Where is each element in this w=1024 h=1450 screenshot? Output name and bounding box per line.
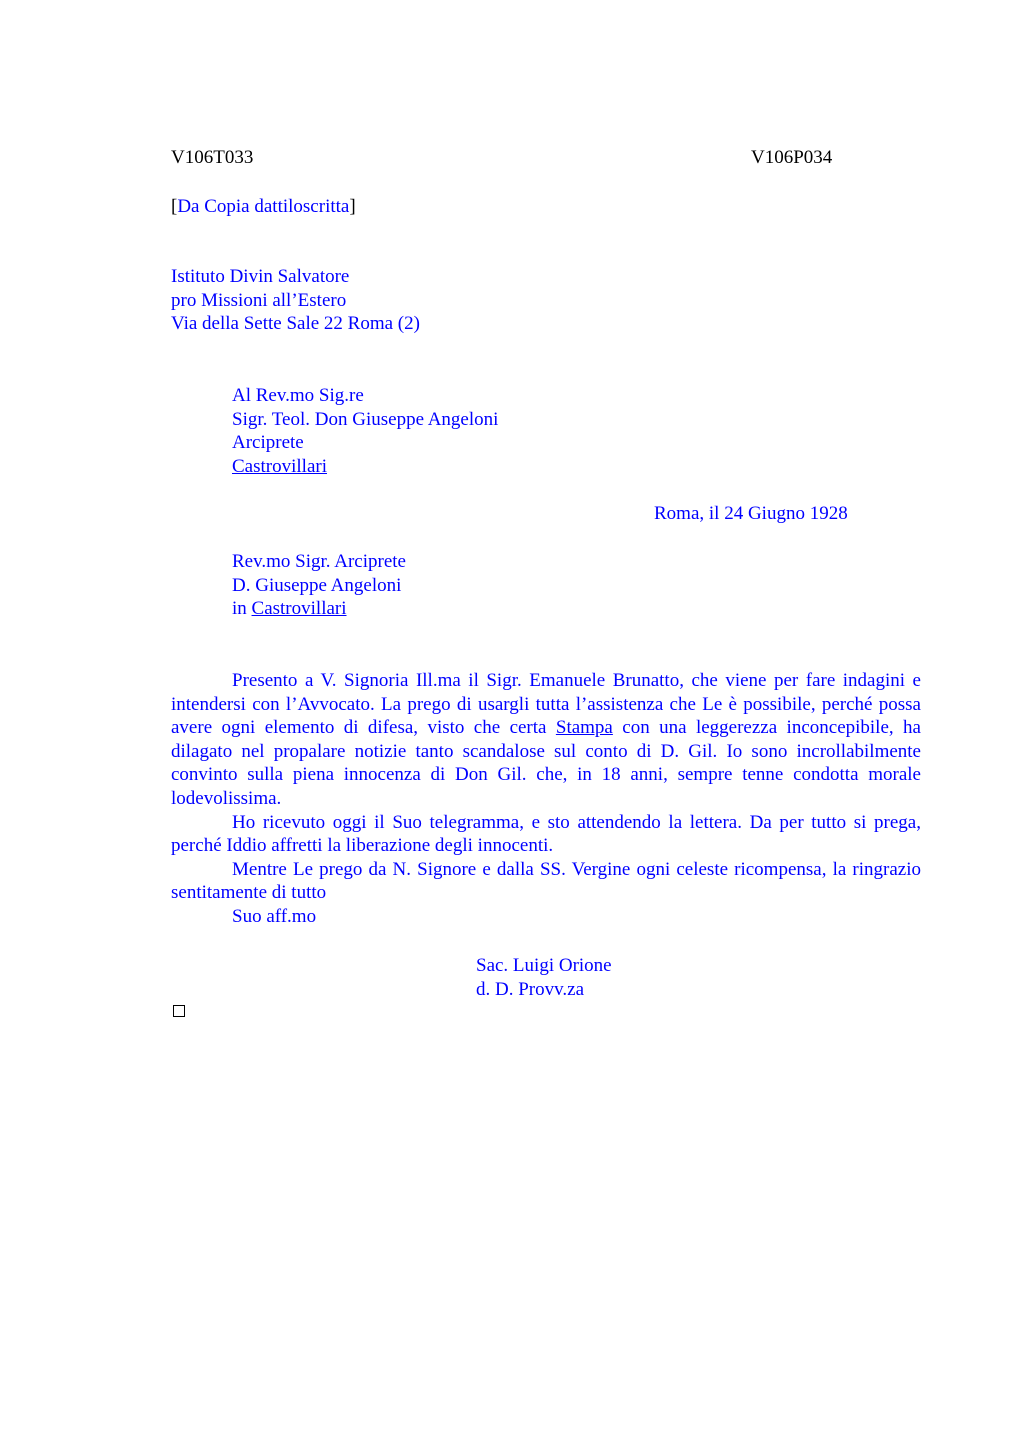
body-paragraph-2: Ho ricevuto oggi il Suo telegramma, e sto attendendo la lettera. Da per tutto si prega, perché Iddio affretti la liberazione degli innocenti. [171,811,921,857]
salutation-prefix: in [232,598,252,620]
salutation-line: D. Giuseppe Angeloni [232,574,402,596]
signature-line: Sac. Luigi Orione [476,955,612,976]
letter-closing: Suo aff.mo [232,905,317,927]
header-left-code: V106T033 [171,147,254,168]
header-right-code: V106P034 [751,147,833,168]
addressee-place: Castrovillari [232,455,327,477]
body-p1-text-after: con una leggerezza inconcepibile, ha dilagato nel propalare notizie tanto scandalose sul conto di D. Gil. Io sono incrollabilmente convinto sulla piena innocenza di Don Gil. che, in 18 anni, sempre tenne condotta morale lodevolissima. [171,717,921,809]
addressee-line: Arciprete [232,432,304,454]
body-paragraph-1 [171,669,921,811]
sender-line: Istituto Divin Salvatore [171,266,350,287]
salutation-block [232,550,406,621]
letter-body [171,669,921,929]
sender-block [171,265,420,336]
body-paragraph-3: Mentre Le prego da N. Signore e dalla SS. Vergine ogni celeste ricompensa, la ringrazio sentitamente di tutto [171,858,921,904]
salutation-place: Castrovillari [251,598,347,620]
salutation-line: Rev.mo Sigr. Arciprete [232,551,406,572]
letter-date: Roma, il 24 Giugno 1928 [654,503,848,524]
addressee-line: Al Rev.mo Sig.re [232,385,364,406]
source-note-text: Da Copia dattiloscritta [177,196,350,217]
body-p1-text-before: Presento a V. Signoria Ill.ma il Sigr. Emanuele Brunatto, che viene per fare indagini e intendersi con l’Avvocato. La prego di usargli tutta l’assistenza che Le è possibile, perché possa avere ogni elemento di difesa, visto che certa [171,670,921,739]
sender-line: pro Missioni all’Estero [171,289,347,311]
addressee-block [232,384,498,478]
addressee-line: Sigr. Teol. Don Giuseppe Angeloni [232,408,499,430]
source-note-close-bracket: ] [349,196,356,217]
source-note-open-bracket: [ [171,196,178,217]
body-p1-underlined: Stampa [555,717,613,739]
salutation-line [232,597,406,621]
end-marker-square-icon [173,1005,185,1017]
signature-line: d. D. Provv.za [476,978,584,1000]
signature-block [476,954,612,1001]
source-note [171,195,356,219]
sender-line: Via della Sette Sale 22 Roma (2) [171,313,420,335]
